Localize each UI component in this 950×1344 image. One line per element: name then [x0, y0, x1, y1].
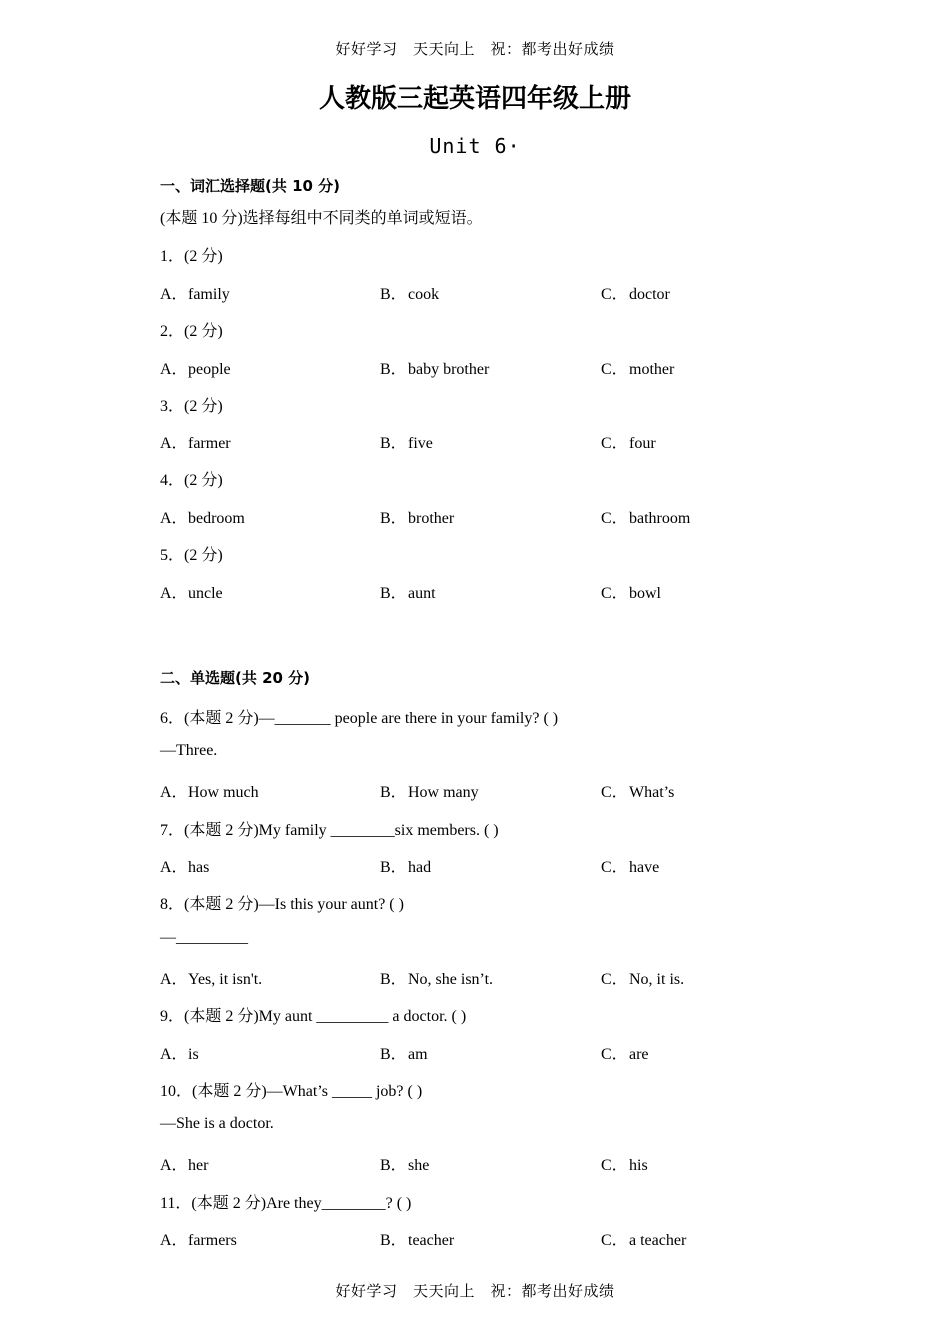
q7-option-a[interactable]: A．has [160, 859, 210, 876]
q11-option-c[interactable]: C．a teacher [601, 1232, 687, 1249]
q4-option-b[interactable]: B．brother [380, 510, 455, 527]
q8-option-c[interactable]: C．No, it is. [601, 971, 685, 988]
q2-option-c[interactable]: C．mother [601, 361, 675, 378]
page-footer: 好好学习 天天向上 祝：都考出好成绩 [335, 1282, 615, 1300]
section-1-instruction: (本题 10 分)选择每组中不同类的单词或短语。 [160, 210, 483, 227]
question-10-extra: —She is a doctor. [160, 1115, 274, 1132]
q9-option-b[interactable]: B．am [380, 1046, 428, 1063]
question-6-stem: 6．(本题 2 分)—_______ people are there in your family? ( ) [160, 710, 559, 727]
section-1-heading: 一、词汇选择题(共 10 分) [160, 177, 341, 195]
q3-option-c[interactable]: C．four [601, 435, 656, 452]
q10-option-a[interactable]: A．her [160, 1157, 209, 1174]
q3-option-a[interactable]: A．farmer [160, 435, 231, 452]
q8-option-b[interactable]: B．No, she isn’t. [380, 971, 494, 988]
q6-option-b[interactable]: B．How many [380, 784, 479, 801]
question-7-stem: 7．(本题 2 分)My family ________six members. ( ) [160, 822, 499, 839]
page-subtitle: Unit 6· [429, 134, 521, 158]
question-9-stem: 9．(本题 2 分)My aunt _________ a doctor. ( ) [160, 1008, 467, 1025]
q6-option-a[interactable]: A．How much [160, 784, 259, 801]
q5-option-b[interactable]: B．aunt [380, 585, 436, 602]
q2-option-a[interactable]: A．people [160, 361, 231, 378]
question-11-stem: 11．(本题 2 分)Are they________? ( ) [160, 1195, 412, 1212]
q1-option-b[interactable]: B．cook [380, 286, 440, 303]
section-2-heading: 二、单选题(共 20 分) [160, 669, 311, 687]
q8-option-a[interactable]: A．Yes, it isn't. [160, 971, 263, 988]
q4-option-c[interactable]: C．bathroom [601, 510, 691, 527]
question-10-stem: 10．(本题 2 分)—What’s _____ job? ( ) [160, 1083, 423, 1100]
question-5-label: 5．(2 分) [160, 547, 223, 564]
q6-option-c[interactable]: C．What’s [601, 784, 675, 801]
question-8-extra: —_________ [160, 929, 248, 946]
q9-option-c[interactable]: C．are [601, 1046, 649, 1063]
page-header: 好好学习 天天向上 祝：都考出好成绩 [335, 40, 615, 58]
q5-option-a[interactable]: A．uncle [160, 585, 223, 602]
q10-option-c[interactable]: C．his [601, 1157, 648, 1174]
q7-option-b[interactable]: B．had [380, 859, 432, 876]
question-2-label: 2．(2 分) [160, 323, 223, 340]
q11-option-a[interactable]: A．farmers [160, 1232, 237, 1249]
q3-option-b[interactable]: B．five [380, 435, 433, 452]
q11-option-b[interactable]: B．teacher [380, 1232, 455, 1249]
question-4-label: 4．(2 分) [160, 472, 223, 489]
question-1-label: 1．(2 分) [160, 248, 223, 265]
q4-option-a[interactable]: A．bedroom [160, 510, 245, 527]
q7-option-c[interactable]: C．have [601, 859, 660, 876]
q5-option-c[interactable]: C．bowl [601, 585, 661, 602]
question-3-label: 3．(2 分) [160, 398, 223, 415]
question-8-stem: 8．(本题 2 分)—Is this your aunt? ( ) [160, 896, 404, 913]
question-6-extra: —Three. [160, 742, 218, 759]
q9-option-a[interactable]: A．is [160, 1046, 199, 1063]
q1-option-c[interactable]: C．doctor [601, 286, 670, 303]
q1-option-a[interactable]: A．family [160, 286, 230, 303]
page-title: 人教版三起英语四年级上册 [318, 84, 631, 114]
q10-option-b[interactable]: B．she [380, 1157, 430, 1174]
q2-option-b[interactable]: B．baby brother [380, 361, 490, 378]
